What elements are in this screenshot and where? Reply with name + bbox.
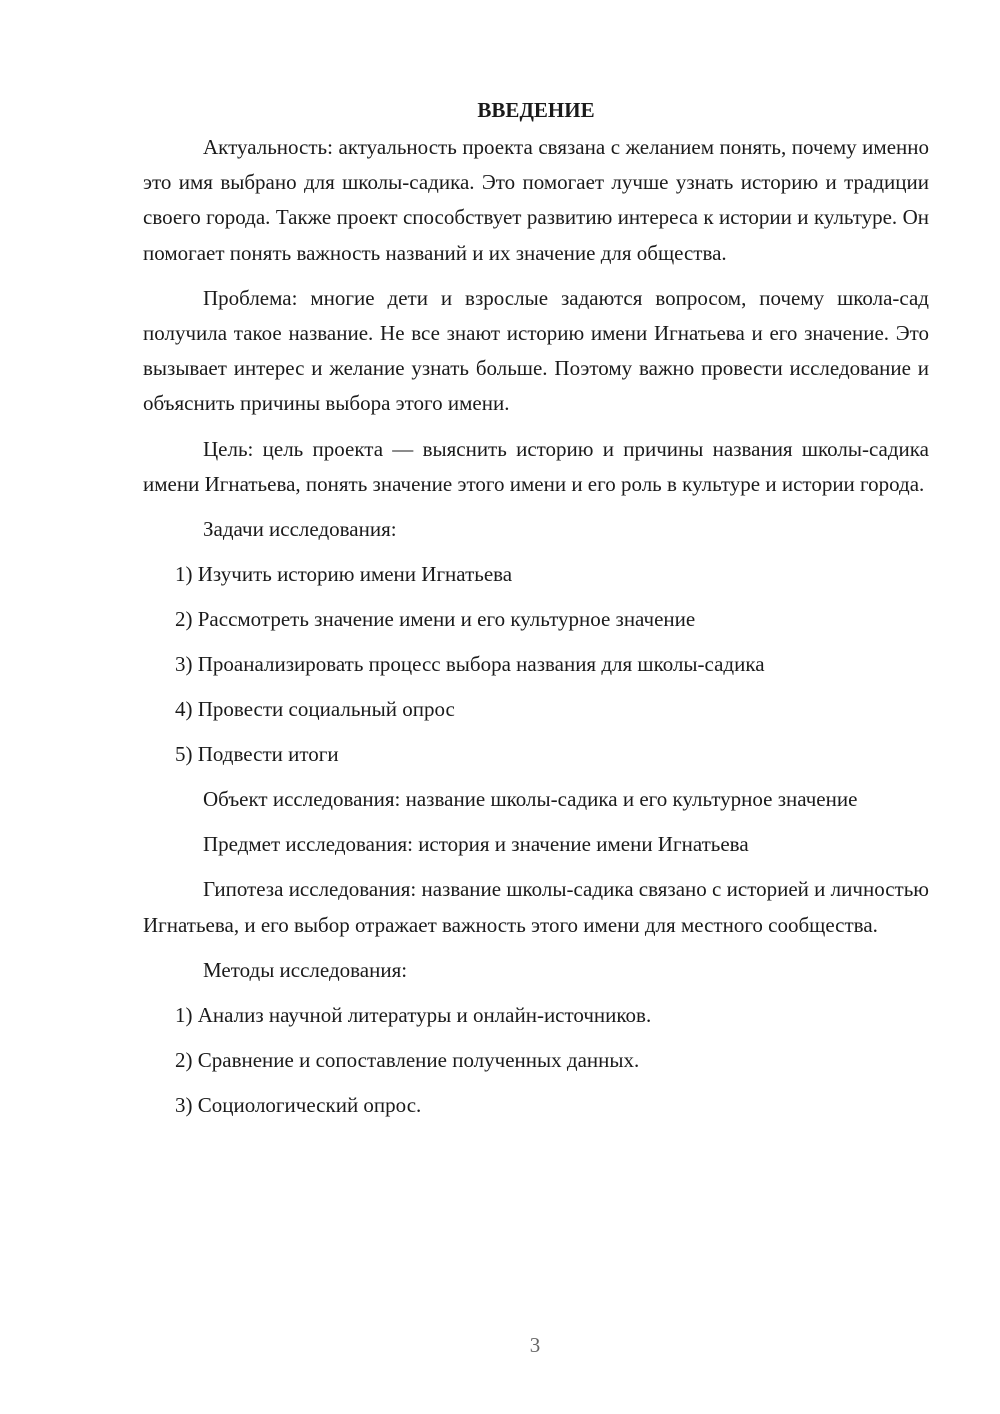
goal-paragraph: Цель: цель проекта — выяснить историю и причины названия школы-садика имени Игнатьева, понять значение этого имени и его роль в культуре и истории города. — [143, 436, 929, 496]
method-item: 3) Социологический опрос. — [175, 1092, 422, 1117]
task-item: 2) Рассмотреть значение имени и его культурное значение — [175, 607, 696, 632]
task-item: 3) Проанализировать процесс выбора названия для школы-садика — [175, 652, 765, 677]
task-item: 5) Подвести итоги — [175, 742, 339, 767]
object-paragraph: Объект исследования: название школы-садика и его культурное значение — [203, 787, 858, 812]
relevance-paragraph: Актуальность: актуальность проекта связана с желанием понять, почему именно это имя выбрано для школы-садика. Это помогает лучше узнать историю и традиции своего города. Также проект способствует развитию интереса к истории и культуре. Он помогает понять важность названий и их значение для общества. — [143, 135, 929, 265]
methods-heading: Методы исследования: — [203, 957, 408, 982]
method-item: 1) Анализ научной литературы и онлайн-источников. — [175, 1002, 652, 1027]
page-title: ВВЕДЕНИЕ — [477, 98, 595, 122]
document-page — [143, 95, 929, 1133]
task-item: 4) Провести социальный опрос — [175, 697, 455, 722]
hypothesis-paragraph: Гипотеза исследования: название школы-садика связано с историей и личностью Игнатьева, и его выбор отражает важность этого имени для местного сообщества. — [143, 877, 929, 937]
tasks-heading: Задачи исследования: — [203, 517, 397, 542]
subject-paragraph: Предмет исследования: история и значение имени Игнатьева — [203, 832, 749, 857]
task-item: 1) Изучить историю имени Игнатьева — [175, 562, 513, 587]
method-item: 2) Сравнение и сопоставление полученных данных. — [175, 1047, 640, 1072]
page-number: 3 — [529, 1333, 541, 1357]
problem-paragraph: Проблема: многие дети и взрослые задаются вопросом, почему школа-сад получила такое название. Не все знают историю имени Игнатьева и его значение. Это вызывает интерес и желание узнать больше. Поэтому важно провести исследование и объяснить причины выбора этого имени. — [143, 285, 929, 416]
